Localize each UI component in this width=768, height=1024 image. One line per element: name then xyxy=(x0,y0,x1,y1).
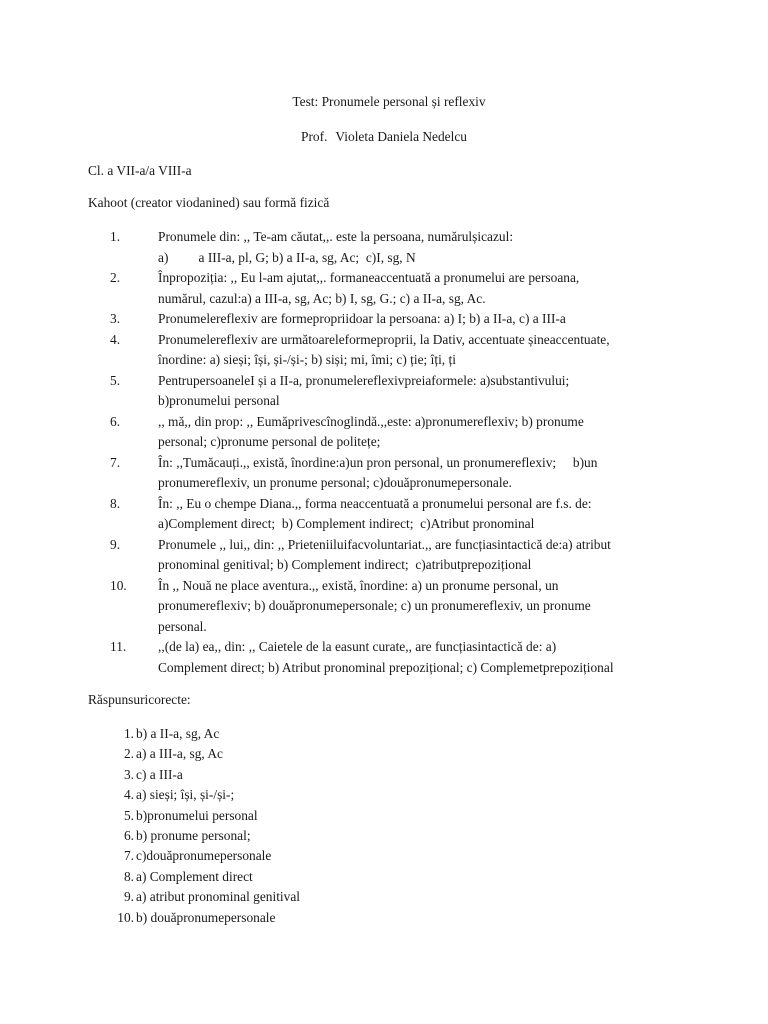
question-text xyxy=(158,227,673,268)
question-line: pronumereflexiv; b) douăpronumepersonale; c) un pronumereflexiv, un pronume xyxy=(158,598,591,613)
question-number: 9. xyxy=(110,536,121,552)
question-item xyxy=(0,227,768,268)
answer-number: 2. xyxy=(123,746,134,762)
question-line: personal. xyxy=(158,618,207,634)
question-number: 3. xyxy=(110,311,121,326)
answer-item xyxy=(0,887,768,907)
question-number: 4. xyxy=(110,331,121,347)
answer-number: 1. xyxy=(123,726,134,741)
author-name: Violeta Daniela Nedelcu xyxy=(335,129,467,144)
question-line: Pronumele din: ,, Te-am căutat,,. este la persoana, numărulșicazul: xyxy=(158,229,514,244)
question-item xyxy=(0,453,768,494)
question-text xyxy=(158,371,673,412)
answer-text: b)pronumelui personal xyxy=(136,807,258,823)
question-number: 6. xyxy=(110,413,121,429)
answer-text: b) douăpronumepersonale xyxy=(136,909,276,925)
answer-text: b) a II-a, sg, Ac xyxy=(136,726,220,741)
question-text xyxy=(158,268,673,309)
question-item xyxy=(0,494,768,535)
question-line: pronominal genitival; b) Complement indirect; c)atributprepozițional xyxy=(158,557,532,572)
question-line: b)pronumelui personal xyxy=(158,393,280,408)
question-item xyxy=(0,330,768,371)
question-list xyxy=(0,227,768,678)
answer-text: c) a III-a xyxy=(136,766,183,782)
question-line: numărul, cazul:a) a III-a, sg, Ac; b) I, sg, G.; c) a II-a, sg, Ac. xyxy=(158,290,486,306)
kahoot-line: Kahoot (creator viodanined) sau formă fizică xyxy=(88,195,330,210)
answer-item xyxy=(0,724,768,744)
answer-number: 9. xyxy=(123,889,134,905)
question-line: a)Complement direct; b) Complement indirect; c)Atribut pronominal xyxy=(158,516,535,531)
question-item xyxy=(0,268,768,309)
question-number: 1. xyxy=(110,229,121,244)
question-item xyxy=(0,535,768,576)
answer-number: 7. xyxy=(123,848,134,864)
question-number: 8. xyxy=(110,495,121,511)
answer-item xyxy=(0,785,768,805)
answer-item xyxy=(0,806,768,826)
answer-item xyxy=(0,765,768,785)
answer-number: 3. xyxy=(123,766,134,782)
question-item xyxy=(0,576,768,638)
question-line: pronumereflexiv, un pronume personal; c)douăpronumepersonale. xyxy=(158,475,512,490)
answer-text: a) atribut pronominal genitival xyxy=(136,889,300,905)
answer-text: a) sieși; își, și-/și-; xyxy=(136,787,235,803)
question-line: Înpropoziția: ,, Eu l-am ajutat,,. formaneaccentuată a pronumelui are persoana, xyxy=(158,270,580,285)
answer-text: b) pronume personal; xyxy=(136,827,251,843)
answers-title: Răspunsuricorecte: xyxy=(88,692,191,707)
answer-item xyxy=(0,867,768,887)
question-number: 11. xyxy=(110,639,127,654)
question-line: Pronumele ,, lui,, din: ,, Prieteniiluifacvoluntariat.,, are funcțiasintactică de:a) atribut xyxy=(158,536,611,552)
answer-number: 5. xyxy=(123,807,134,823)
question-item xyxy=(0,371,768,412)
answer-item xyxy=(0,826,768,846)
question-line: personal; c)pronume personal de politețe; xyxy=(158,434,381,449)
question-item xyxy=(0,412,768,453)
question-line: Pronumelereflexiv are următoareleformeproprii, la Dativ, accentuate șineaccentuate, xyxy=(158,331,610,347)
question-number: 7. xyxy=(110,454,121,470)
question-text xyxy=(158,576,673,638)
question-item xyxy=(0,637,768,678)
question-line: În: ,,Tumăcauți.,, există, înordine:a)un pron personal, un pronumereflexiv; b)un xyxy=(158,454,598,470)
answer-number: 10. xyxy=(117,909,134,925)
document-title: Test: Pronumele personal și reflexiv xyxy=(292,94,486,109)
question-item xyxy=(0,309,768,330)
class-line: Cl. a VII-a/a VIII-a xyxy=(88,163,192,178)
author-line xyxy=(0,127,768,148)
answer-item xyxy=(0,846,768,866)
question-line: înordine: a) sieși; își, și-/și-; b) siși; mi, îmi; c) ție; îți, ți xyxy=(158,352,456,367)
answer-list xyxy=(0,724,768,928)
author-prefix: Prof. xyxy=(301,129,328,144)
question-text xyxy=(158,412,673,453)
question-text xyxy=(158,330,673,371)
question-text xyxy=(158,535,673,576)
question-line: PentrupersoaneleI și a II-a, pronumelereflexivpreiaformele: a)substantivului; xyxy=(158,372,570,388)
answer-number: 6. xyxy=(123,827,134,843)
question-line: În: ,, Eu o chempe Diana.,, forma neaccentuată a pronumelui personal are f.s. de: xyxy=(158,495,592,511)
question-line: a) a III-a, pl, G; b) a II-a, sg, Ac; c)I, sg, N xyxy=(158,249,416,265)
answer-text: c)douăpronumepersonale xyxy=(136,848,272,864)
question-line: Complement direct; b) Atribut pronominal prepozițional; c) Complemetprepozițional xyxy=(158,659,614,675)
question-line: În ,, Nouă ne place aventura.,, există, înordine: a) un pronume personal, un xyxy=(158,577,559,593)
question-text xyxy=(158,453,673,494)
answer-text: a) a III-a, sg, Ac xyxy=(136,746,223,762)
answer-item xyxy=(0,908,768,928)
answer-number: 8. xyxy=(123,868,134,884)
question-line: Pronumelereflexiv are formepropriidoar la persoana: a) I; b) a II-a, c) a III-a xyxy=(158,311,566,326)
question-line: ,,(de la) ea,, din: ,, Caietele de la easunt curate,, are funcțiasintactică de: a) xyxy=(158,639,557,654)
answer-number: 4. xyxy=(123,787,134,803)
question-line: ,, mă,, din prop: ,, Eumăprivescînoglindă.,,este: a)pronumereflexiv; b) pronume xyxy=(158,413,584,429)
answer-item xyxy=(0,744,768,764)
question-text xyxy=(158,637,673,678)
answer-text: a) Complement direct xyxy=(136,868,253,884)
question-number: 5. xyxy=(110,372,121,388)
question-number: 10. xyxy=(110,577,127,593)
question-text xyxy=(158,309,673,330)
question-number: 2. xyxy=(110,270,121,285)
question-text xyxy=(158,494,673,535)
